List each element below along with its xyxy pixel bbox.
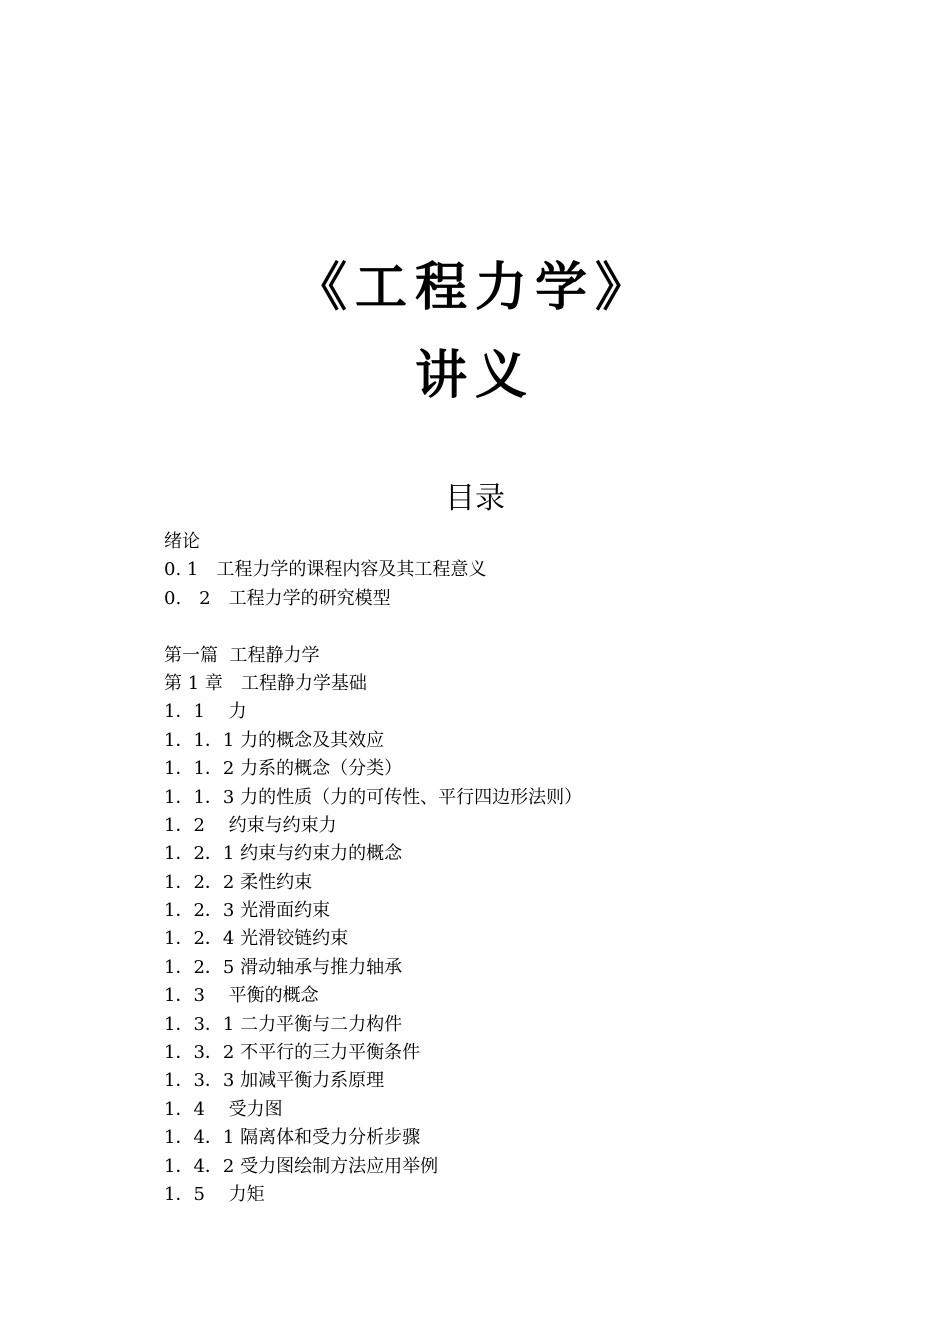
document-subtitle: 讲义: [414, 346, 535, 406]
toc-entry: 绪论: [164, 531, 200, 552]
toc-entry: 0. 2 工程力学的研究模型: [164, 587, 391, 609]
toc-entry: 1．3．3 加减平衡力系原理: [164, 1070, 385, 1092]
toc-entry: 1．3 平衡的概念: [164, 985, 319, 1007]
toc-entry: 1．4．2 受力图绘制方法应用举例: [164, 1155, 439, 1177]
toc-entry: 1．3．1 二力平衡与二力构件: [164, 1013, 403, 1035]
toc-entry: 1．1．3 力的性质（力的可传性、平行四边形法则）: [164, 786, 583, 808]
toc-entry: 1．2 约束与约束力: [164, 814, 337, 836]
toc-entry: 1．2．4 光滑铰链约束: [164, 928, 349, 950]
toc-entry: 1．2．3 光滑面约束: [164, 900, 331, 922]
toc-entry: 1．3．2 不平行的三力平衡条件: [164, 1042, 421, 1064]
toc-entry: 1．1．1 力的概念及其效应: [164, 729, 385, 751]
toc-spacer: [164, 613, 864, 641]
toc-entry: 第一篇 工程静力学: [164, 644, 320, 666]
toc-entry: 1．2．2 柔性约束: [164, 871, 313, 893]
table-of-contents: [164, 528, 864, 1209]
toc-entry: 第 1 章 工程静力学基础: [164, 672, 367, 694]
toc-entry: 0. 1 工程力学的课程内容及其工程意义: [164, 559, 487, 581]
document-title: 《工程力学》: [294, 258, 655, 318]
toc-entry: 1．4 受力图: [164, 1098, 283, 1120]
toc-heading: 目录: [445, 481, 505, 516]
toc-entry: 1．2．1 约束与约束力的概念: [164, 843, 403, 865]
toc-entry: 1．2．5 滑动轴承与推力轴承: [164, 956, 403, 978]
toc-entry: 1．1．2 力系的概念（分类）: [164, 758, 403, 780]
toc-entry: 1．4．1 隔离体和受力分析步骤: [164, 1127, 421, 1149]
toc-entry: 1．1 力: [164, 701, 247, 723]
toc-entry: 1．5 力矩: [164, 1183, 265, 1205]
